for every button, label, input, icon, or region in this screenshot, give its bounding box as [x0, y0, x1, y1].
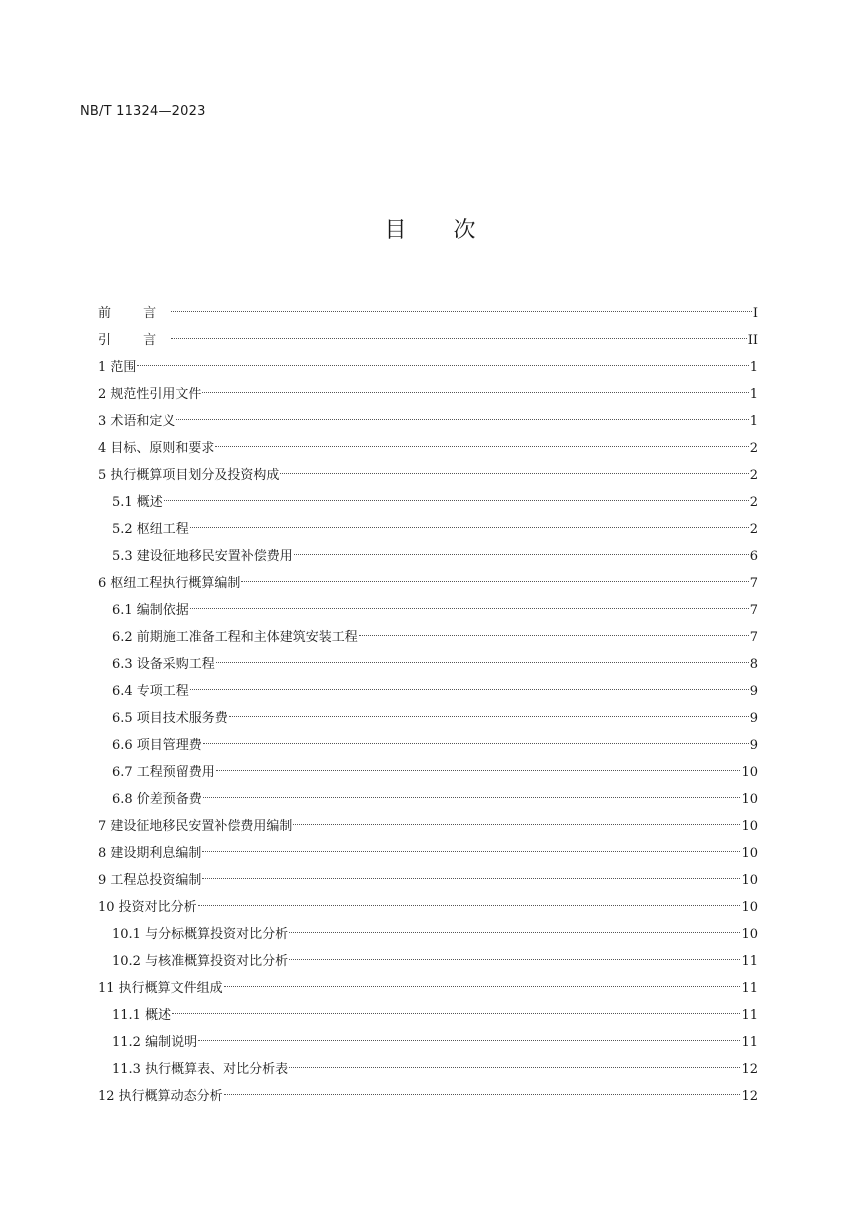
toc-entry[interactable] — [98, 354, 758, 381]
toc-entry-page-number: 10 — [741, 792, 758, 807]
toc-leader-dots — [224, 1094, 741, 1095]
toc-entry-label: 7 建设征地移民安置补偿费用编制 — [98, 819, 293, 834]
toc-entry-label: 11.1 概述 — [112, 1008, 172, 1023]
toc-entry-label: 5.2 枢纽工程 — [112, 522, 189, 537]
toc-entry-page-number: 2 — [749, 441, 758, 456]
toc-leader-dots — [202, 392, 748, 393]
toc-leader-dots — [280, 473, 748, 474]
toc-entry[interactable] — [98, 759, 758, 786]
toc-entry-label: 5.3 建设征地移民安置补偿费用 — [112, 549, 293, 564]
toc-entry-page-number: 6 — [749, 549, 758, 564]
toc-entry-page-number: 7 — [749, 576, 758, 591]
toc-entry-page-number: 10 — [741, 927, 758, 942]
toc-leader-dots — [171, 311, 752, 312]
toc-entry-page-number: 10 — [741, 846, 758, 861]
toc-entry-label: 12 执行概算动态分析 — [98, 1089, 223, 1104]
toc-entry[interactable] — [98, 813, 758, 840]
toc-entry-page-number: 9 — [749, 711, 758, 726]
toc-entry[interactable] — [98, 867, 758, 894]
toc-entry[interactable] — [98, 894, 758, 921]
toc-entry-label: 6.7 工程预留费用 — [112, 765, 215, 780]
table-of-contents — [98, 300, 758, 1110]
toc-leader-dots — [203, 797, 741, 798]
toc-leader-dots — [289, 1067, 740, 1068]
toc-entry-page-number: 11 — [741, 1035, 758, 1050]
toc-entry[interactable] — [98, 705, 758, 732]
toc-entry-label: 8 建设期利息编制 — [98, 846, 202, 861]
toc-leader-dots — [202, 878, 740, 879]
toc-entry-page-number: 9 — [749, 684, 758, 699]
toc-leader-dots — [202, 851, 740, 852]
toc-leader-dots — [172, 1013, 740, 1014]
toc-leader-dots — [176, 419, 748, 420]
toc-entry-page-number: 12 — [741, 1062, 758, 1077]
toc-leader-dots — [293, 824, 740, 825]
toc-entry-page-number: I — [752, 306, 758, 321]
toc-leader-dots — [294, 554, 749, 555]
toc-entry-label: 4 目标、原则和要求 — [98, 441, 215, 456]
toc-entry-page-number: 11 — [741, 981, 758, 996]
toc-entry[interactable] — [98, 624, 758, 651]
toc-entry-page-number: 7 — [749, 630, 758, 645]
toc-entry[interactable] — [98, 975, 758, 1002]
toc-entry-page-number: 10 — [741, 873, 758, 888]
toc-leader-dots — [190, 608, 749, 609]
toc-entry[interactable] — [98, 381, 758, 408]
toc-entry[interactable] — [98, 462, 758, 489]
toc-entry[interactable] — [98, 651, 758, 678]
toc-entry[interactable] — [98, 1002, 758, 1029]
toc-entry-label: 9 工程总投资编制 — [98, 873, 202, 888]
toc-entry[interactable] — [98, 570, 758, 597]
toc-entry-label: 11.2 编制说明 — [112, 1035, 198, 1050]
toc-entry-label: 2 规范性引用文件 — [98, 387, 202, 402]
toc-entry-label: 10.1 与分标概算投资对比分析 — [112, 927, 289, 942]
toc-entry[interactable] — [98, 1056, 758, 1083]
toc-leader-dots — [224, 986, 741, 987]
toc-entry[interactable] — [98, 408, 758, 435]
toc-entry[interactable] — [98, 921, 758, 948]
toc-entry-label: 10.2 与核准概算投资对比分析 — [112, 954, 289, 969]
toc-entry-page-number: 2 — [749, 522, 758, 537]
toc-entry[interactable] — [98, 597, 758, 624]
toc-entry-label: 1 范围 — [98, 360, 137, 375]
toc-leader-dots — [171, 338, 747, 339]
toc-entry-label: 11.3 执行概算表、对比分析表 — [112, 1062, 289, 1077]
toc-entry-page-number: 12 — [741, 1089, 758, 1104]
toc-entry[interactable] — [98, 543, 758, 570]
toc-leader-dots — [216, 770, 741, 771]
toc-leader-dots — [203, 743, 749, 744]
toc-entry-page-number: 1 — [749, 387, 758, 402]
toc-entry[interactable] — [98, 300, 758, 327]
toc-entry[interactable] — [98, 435, 758, 462]
toc-entry-page-number: II — [747, 333, 758, 348]
toc-leader-dots — [289, 959, 740, 960]
toc-entry[interactable] — [98, 327, 758, 354]
toc-entry-label: 3 术语和定义 — [98, 414, 176, 429]
toc-entry-label: 6.2 前期施工准备工程和主体建筑安装工程 — [112, 630, 358, 645]
toc-entry-page-number: 11 — [741, 1008, 758, 1023]
toc-entry-label: 5 执行概算项目划分及投资构成 — [98, 468, 280, 483]
toc-entry[interactable] — [98, 786, 758, 813]
toc-entry-label: 6.6 项目管理费 — [112, 738, 202, 753]
toc-leader-dots — [164, 500, 749, 501]
toc-entry-label: 10 投资对比分析 — [98, 900, 197, 915]
toc-entry-page-number: 7 — [749, 603, 758, 618]
toc-entry-page-number: 1 — [749, 414, 758, 429]
page-title: 目 次 — [384, 218, 496, 243]
toc-entry-label: 6.5 项目技术服务费 — [112, 711, 228, 726]
toc-entry[interactable] — [98, 1029, 758, 1056]
standard-code: NB/T 11324—2023 — [80, 104, 206, 119]
toc-entry[interactable] — [98, 1083, 758, 1110]
toc-entry-page-number: 10 — [741, 900, 758, 915]
toc-entry-page-number: 8 — [749, 657, 758, 672]
toc-leader-dots — [190, 527, 749, 528]
toc-entry[interactable] — [98, 948, 758, 975]
toc-entry-page-number: 9 — [749, 738, 758, 753]
toc-entry[interactable] — [98, 678, 758, 705]
toc-entry-page-number: 2 — [749, 468, 758, 483]
toc-entry-label: 6 枢纽工程执行概算编制 — [98, 576, 241, 591]
toc-entry-label: 6.1 编制依据 — [112, 603, 189, 618]
toc-leader-dots — [190, 689, 749, 690]
toc-leader-dots — [359, 635, 749, 636]
toc-entry[interactable] — [98, 516, 758, 543]
toc-leader-dots — [198, 905, 741, 906]
toc-leader-dots — [137, 365, 748, 366]
toc-entry-page-number: 10 — [741, 765, 758, 780]
toc-entry-label: 6.8 价差预备费 — [112, 792, 202, 807]
toc-entry-page-number: 10 — [741, 819, 758, 834]
toc-entry-label: 5.1 概述 — [112, 495, 163, 510]
toc-entry-page-number: 2 — [749, 495, 758, 510]
toc-entry-label: 6.4 专项工程 — [112, 684, 189, 699]
toc-entry[interactable] — [98, 489, 758, 516]
toc-leader-dots — [216, 662, 749, 663]
toc-entry-label: 11 执行概算文件组成 — [98, 981, 223, 996]
toc-leader-dots — [241, 581, 748, 582]
toc-entry-page-number: 1 — [749, 360, 758, 375]
toc-entry[interactable] — [98, 840, 758, 867]
toc-leader-dots — [289, 932, 740, 933]
toc-entry[interactable] — [98, 732, 758, 759]
toc-entry-label: 前 言 — [98, 306, 171, 321]
toc-leader-dots — [215, 446, 748, 447]
toc-leader-dots — [229, 716, 749, 717]
toc-leader-dots — [198, 1040, 740, 1041]
toc-entry-label: 6.3 设备采购工程 — [112, 657, 215, 672]
toc-entry-page-number: 11 — [741, 954, 758, 969]
toc-entry-label: 引 言 — [98, 333, 171, 348]
